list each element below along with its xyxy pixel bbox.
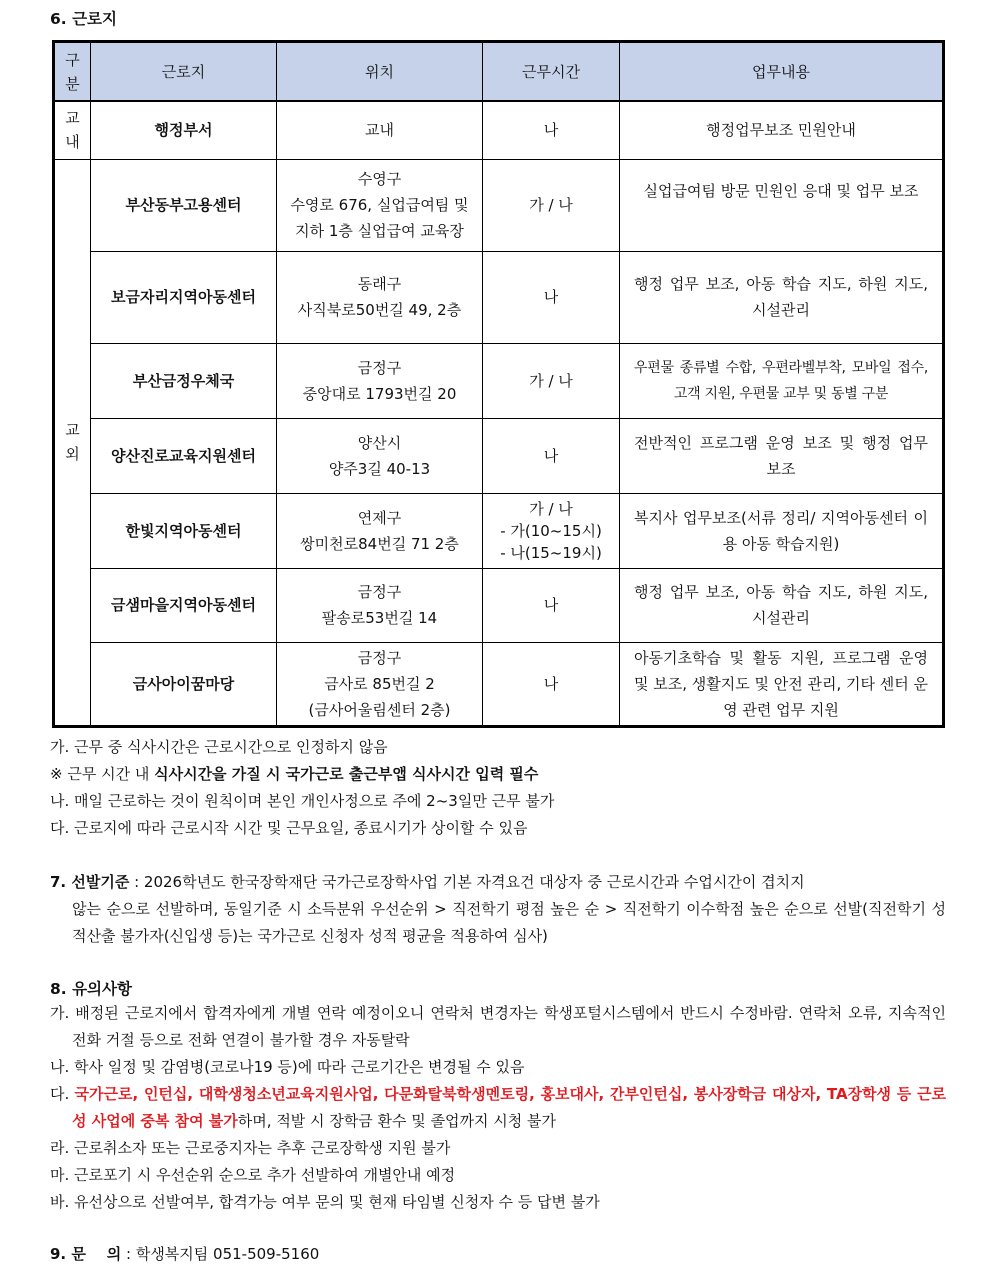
hours-cell: 나: [483, 642, 620, 726]
section-7-text: 않는 순으로 선발하며, 동일기준 시 소득분위 우선순위 > 직전학기 평점 높은 순 > 직전학기 이수학점 높은 순으로 선발(직전학기 성적산출 불가자(신입생 등)는 국가근로 신청자 성적 평균을 적용하여 심사): [72, 900, 946, 945]
location-cell: 연제구 쌍미천로84번길 71 2층: [277, 493, 483, 568]
place-cell: 부산금정우체국: [91, 343, 277, 418]
task-cell: 실업급여팀 방문 민원인 응대 및 업무 보조: [620, 159, 944, 251]
place-cell: 행정부서: [91, 101, 277, 159]
header-task: 업무내용: [620, 42, 944, 102]
hours-cell: 가 / 나: [483, 159, 620, 251]
location-cell: 금정구 금사로 85번길 2 (금사어울림센터 2층): [277, 642, 483, 726]
place-cell: 부산동부고용센터: [91, 159, 277, 251]
table-row: [54, 251, 944, 343]
table-row: [54, 159, 944, 251]
note-meal: ※ 근무 시간 내 식사시간을 가질 시 국가근로 출근부앱 식사시간 입력 필수: [50, 765, 539, 783]
location-cell: 양산시 양주3길 40-13: [277, 418, 483, 493]
header-hours: 근무시간: [483, 42, 620, 102]
place-cell: 금사아이꿈마당: [91, 642, 277, 726]
section-8-title: 8. 유의사항: [50, 980, 132, 998]
section-8-list: [50, 1000, 946, 1216]
table-row: [54, 343, 944, 418]
hours-cell: 가 / 나 - 가(10~15시) - 나(15~19시): [483, 493, 620, 568]
notice-ba: 바. 유선상으로 선발여부, 합격가능 여부 문의 및 현재 타임별 신청자 수 등 답변 불가: [50, 1193, 600, 1211]
section-9-title: 9. 문 의: [50, 1245, 122, 1263]
group-out-cell: 교 외: [54, 159, 91, 726]
section-9: [50, 1241, 946, 1268]
task-cell: 전반적인 프로그램 운영 보조 및 행정 업무 보조: [620, 418, 944, 493]
hours-cell: 나: [483, 568, 620, 642]
hours-cell: 가 / 나: [483, 343, 620, 418]
task-cell: 아동기초학습 및 활동 지원, 프로그램 운영 및 보조, 생활지도 및 안전 관리, 기타 센터 운영 관련 업무 지원: [620, 642, 944, 726]
place-cell: 양산진로교육지원센터: [91, 418, 277, 493]
note-na: 나. 매일 근로하는 것이 원칙이며 본인 개인사정으로 주에 2~3일만 근무 불가: [50, 792, 555, 810]
location-cell: 금정구 팔송로53번길 14: [277, 568, 483, 642]
notice-da: 다. 국가근로, 인턴십, 대학생청소년교육지원사업, 다문화탈북학생멘토링, 홍보대사, 간부인턴십, 봉사장학금 대상자, TA장학생 등 근로성 사업에 중복 참여 불가하며, 적발 시 장학금 환수 및 졸업까지 시청 불가: [50, 1085, 946, 1130]
note-da: 다. 근로지에 따라 근로시작 시간 및 근무요일, 종료시기가 상이할 수 있음: [50, 819, 528, 837]
table-row: [54, 568, 944, 642]
note-ga: 가. 근무 중 식사시간은 근로시간으로 인정하지 않음: [50, 738, 388, 756]
hours-cell: 나: [483, 251, 620, 343]
group-in-cell: 교 내: [54, 101, 91, 159]
section-9-contact: : 학생복지팀 051-509-5160: [121, 1245, 320, 1263]
table-row: [54, 493, 944, 568]
section-7: [50, 869, 946, 950]
header-place: 근로지: [91, 42, 277, 102]
task-cell: 복지사 업무보조(서류 정리/ 지역아동센터 이용 아동 학습지원): [620, 493, 944, 568]
notice-ga: 가. 배정된 근로지에서 합격자에게 개별 연락 예정이오니 연락처 변경자는 학생포털시스템에서 반드시 수정바람. 연락처 오류, 지속적인 전화 거절 등으로 전화 연결이 불가할 경우 자동탈락: [50, 1004, 946, 1049]
notice-ra: 라. 근로취소자 또는 근로중지자는 추후 근로장학생 지원 불가: [50, 1139, 451, 1157]
table-row: [54, 642, 944, 726]
header-location: 위치: [277, 42, 483, 102]
location-cell: 금정구 중앙대로 1793번길 20: [277, 343, 483, 418]
header-gubun: 구 분: [54, 42, 91, 102]
hours-cell: 나: [483, 101, 620, 159]
section-6-notes: [50, 734, 950, 842]
location-cell: 수영구 수영로 676, 실업급여팀 및 지하 1층 실업급여 교육장: [277, 159, 483, 251]
table-row: [54, 101, 944, 159]
place-cell: 보금자리지역아동센터: [91, 251, 277, 343]
notice-na: 나. 학사 일정 및 감염병(코로나19 등)에 따라 근로기간은 변경될 수 있음: [50, 1058, 525, 1076]
task-cell: 행정 업무 보조, 아동 학습 지도, 하원 지도, 시설관리: [620, 251, 944, 343]
table-row: [54, 418, 944, 493]
section-7-line1: : 2026학년도 한국장학재단 국가근로장학사업 기본 자격요건 대상자 중 근로시간과 수업시간이 겹치지: [129, 873, 805, 891]
location-cell: 교내: [277, 101, 483, 159]
place-cell: 한빛지역아동센터: [91, 493, 277, 568]
task-cell: 행정업무보조 민원안내: [620, 101, 944, 159]
task-cell: 우편물 종류별 수합, 우편라벨부착, 모바일 접수, 고객 지원, 우편물 교부 및 동별 구분: [620, 343, 944, 418]
location-cell: 동래구 사직북로50번길 49, 2층: [277, 251, 483, 343]
section-6-title: 6. 근로지: [50, 10, 117, 28]
section-7-title: 7. 선발기준: [50, 873, 130, 891]
hours-cell: 나: [483, 418, 620, 493]
workplace-table: [52, 40, 945, 728]
place-cell: 금샘마을지역아동센터: [91, 568, 277, 642]
task-cell: 행정 업무 보조, 아동 학습 지도, 하원 지도, 시설관리: [620, 568, 944, 642]
table-header-row: [54, 42, 944, 102]
notice-ma: 마. 근로포기 시 우선순위 순으로 추가 선발하여 개별안내 예정: [50, 1166, 456, 1184]
